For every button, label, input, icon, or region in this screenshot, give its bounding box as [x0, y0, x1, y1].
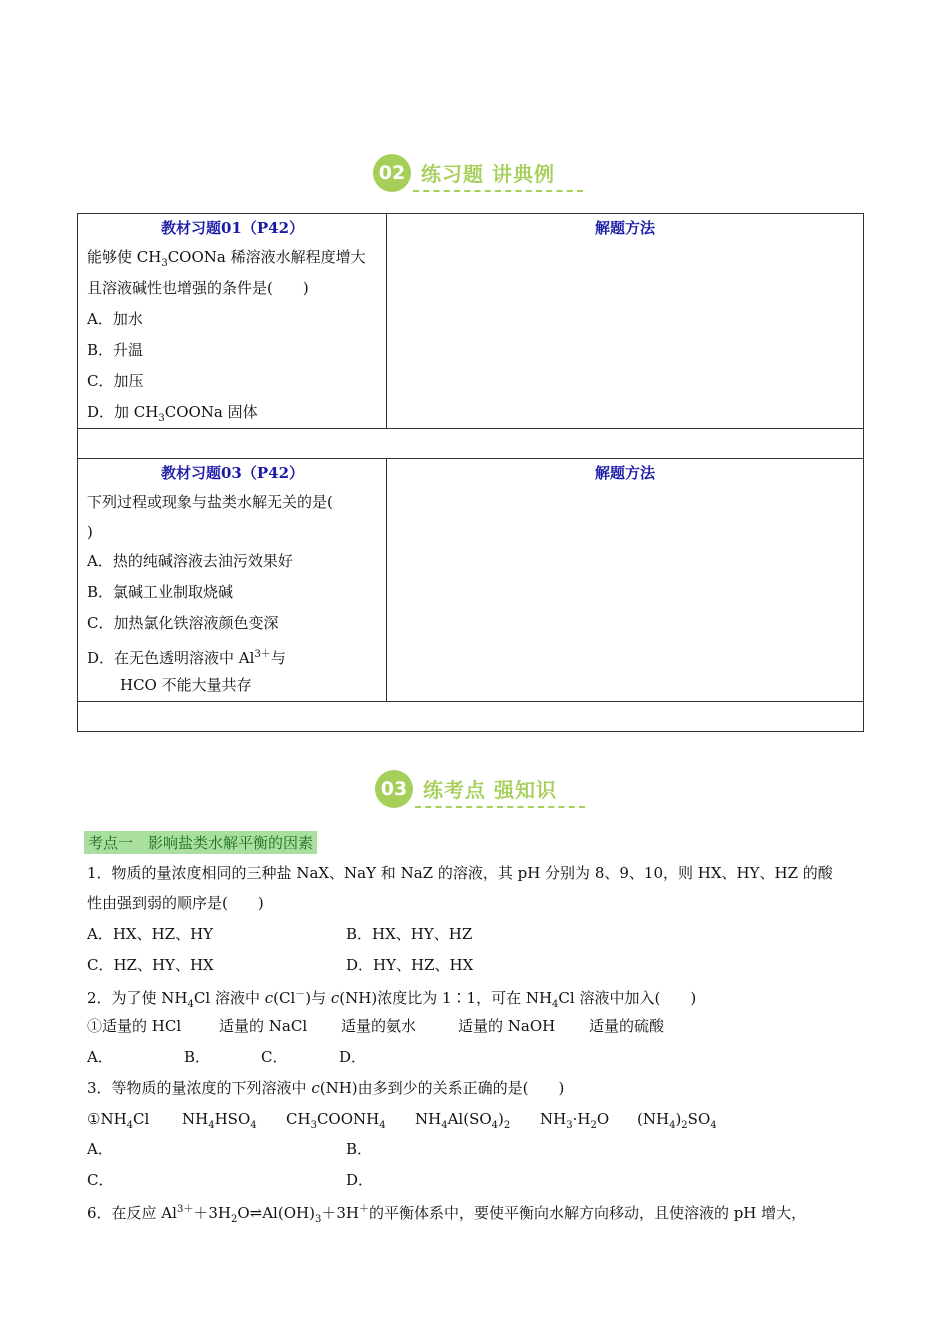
banner-underline: [415, 806, 585, 808]
q2-option-a: A．: [87, 1048, 113, 1066]
q3-item-4: $NH_4Al(SO_4)_2$: [415, 1110, 511, 1131]
section-banner-02: [373, 154, 593, 202]
section-banner-03: [375, 770, 595, 818]
equilibrium-arrow-icon: ⇌: [249, 1204, 263, 1222]
q2-option-b: B．: [184, 1048, 211, 1066]
method-heading: 解题方法: [594, 464, 655, 482]
q2-option-c: C．: [261, 1048, 288, 1066]
q3-option-a: A．: [87, 1140, 113, 1158]
q3-option-d: D．: [346, 1171, 374, 1189]
q2-option-d: D．: [339, 1048, 367, 1066]
q3-item-2: $NH_4HSO_4$: [182, 1110, 257, 1131]
q1-stem-line2: 性由强到弱的顺序是( ): [87, 894, 264, 912]
q6-stem: 6．在反应 $Al^{3+}+3H_2O\rightleftharpoons Al(OH)_3+3H^+$的平衡体系中，要使平衡向水解方向移动，且使溶液的 pH 增大，: [87, 1204, 807, 1225]
example-heading: 教材习题01（P42）: [160, 219, 305, 237]
answer-row: [78, 429, 864, 459]
q3-item-5: $NH_3\cdot H_2O$: [540, 1110, 610, 1131]
option-a: A．加水: [87, 310, 143, 328]
q3-option-c: C．: [87, 1171, 114, 1189]
q3-stem: 3．等物质的量浓度的下列溶液中 c(NH)由多到少的关系正确的是( ): [87, 1079, 565, 1097]
q3-item-1: $①NH_4Cl$: [87, 1110, 150, 1131]
q1-option-c: C．HZ、HY、HX: [87, 956, 214, 974]
option-a: A．热的纯碱溶液去油污效果好: [87, 552, 293, 570]
question-stem-line1: 能够使 $CH_3COONa$ 稀溶液水解程度增大: [87, 248, 366, 269]
section-number-badge: 02: [373, 154, 411, 192]
method-cell: [387, 459, 864, 702]
q1-option-a: A．HX、HZ、HY: [87, 925, 214, 943]
q1-stem: 1．物质的量浓度相同的三种盐 NaX、NaY 和 NaZ 的溶液，其 pH 分别为 8、9、10，则 HX、HY、HZ 的酸: [87, 864, 833, 882]
q3-item-3: $CH_3COONH_4$: [286, 1110, 386, 1131]
question-cell: [78, 214, 387, 429]
section-number-badge: 03: [375, 770, 413, 808]
method-heading: 解题方法: [594, 219, 655, 237]
answer-row: [78, 702, 864, 732]
q1-option-b: B．HX、HY、HZ: [346, 925, 473, 943]
option-c: C．加热氯化铁溶液颜色变深: [87, 614, 279, 632]
question-stem-line2: ): [87, 523, 93, 541]
example-heading: 教材习题03（P42）: [160, 464, 305, 482]
question-stem-line1: 下列过程或现象与盐类水解无关的是(: [87, 493, 333, 511]
option-d: D．在无色透明溶液中 $Al^{3+}$与: [87, 649, 286, 667]
example-table-03: [77, 458, 864, 732]
option-b: B．升温: [87, 341, 144, 359]
q2-item-5: 适量的硫酸: [589, 1017, 665, 1035]
option-b: B．氯碱工业制取烧碱: [87, 583, 234, 601]
option-d-line2: HCO 不能大量共存: [120, 676, 252, 694]
section-title: 练考点 强知识: [423, 778, 557, 802]
option-d: D．加 $CH_3COONa$ 固体: [87, 403, 258, 424]
q2-item-1: ①适量的 HCl: [87, 1017, 182, 1035]
example-table-01: [77, 213, 864, 459]
question-cell: [78, 459, 387, 702]
question-stem-line2: 且溶液碱性也增强的条件是( ): [87, 279, 309, 297]
option-c: C．加压: [87, 372, 144, 390]
q2-stem: 2．为了使 $NH_4Cl$ 溶液中 c(Cl－)与 c(NH)浓度比为 1∶1，可在 $NH_4Cl$ 溶液中加入( ): [87, 989, 697, 1010]
q2-item-3: 适量的氨水: [341, 1017, 417, 1035]
q3-option-b: B．: [346, 1140, 373, 1158]
kaodian-heading: 考点一 影响盐类水解平衡的因素: [84, 831, 317, 854]
method-cell: [387, 214, 864, 429]
banner-underline: [413, 190, 583, 192]
q2-item-2: 适量的 NaCl: [219, 1017, 308, 1035]
q1-option-d: D．HY、HZ、HX: [346, 956, 474, 974]
section-title: 练习题 讲典例: [421, 162, 555, 186]
q2-item-4: 适量的 NaOH: [458, 1017, 556, 1035]
q3-item-6: $(NH_4)_2SO_4$: [637, 1110, 717, 1131]
